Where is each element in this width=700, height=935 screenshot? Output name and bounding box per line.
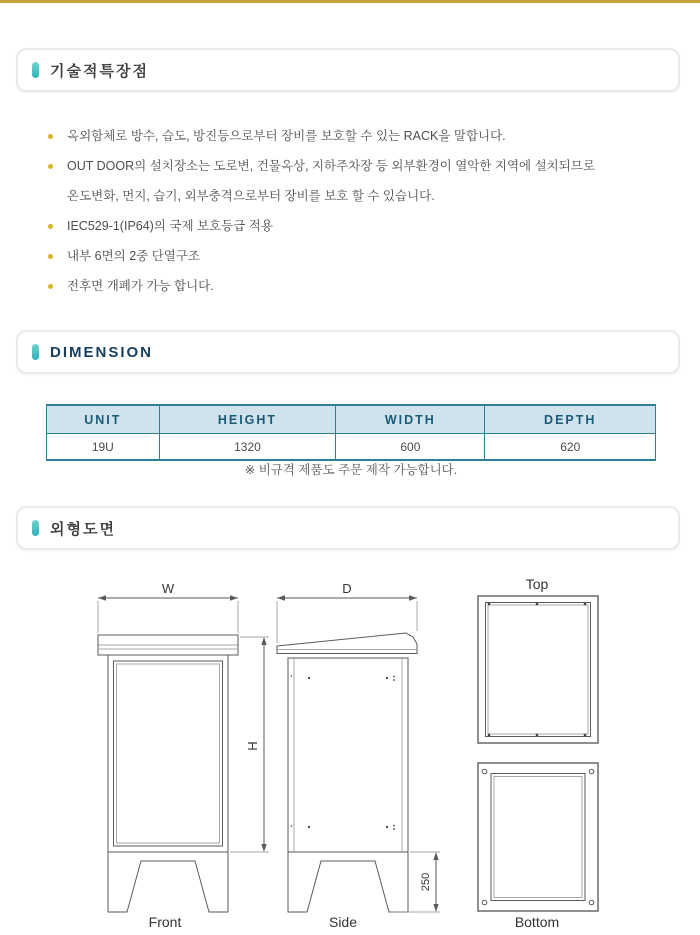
top-view-label: Top <box>525 576 549 592</box>
leg-height-dimension-label: 250 <box>420 872 432 892</box>
feature-bullet-item <box>46 151 666 211</box>
side-view-label: Side <box>328 914 358 930</box>
section-bullet-icon <box>32 520 39 536</box>
front-view-label: Front <box>148 914 182 930</box>
dimension-table-header-cell: WIDTH <box>336 405 485 434</box>
section-title-dimension: DIMENSION <box>50 343 154 361</box>
feature-bullet-text: OUT DOOR의 설치장소는 도로변, 건물옥상, 지하주차장 등 외부환경이 열악한 지역에 설치되므로 <box>67 159 595 173</box>
dimension-table-body <box>47 434 656 461</box>
section-header-features <box>16 48 680 92</box>
dimension-note: ※ 비규격 제품도 주문 제작 가능합니다. <box>244 463 458 477</box>
feature-bullet-item <box>46 211 666 241</box>
dimension-table-header-cell: HEIGHT <box>159 405 336 434</box>
top-accent-line <box>0 0 700 3</box>
section-header-drawing <box>16 506 680 550</box>
dimension-table-header-cell: UNIT <box>47 405 160 434</box>
outline-drawing <box>0 560 700 935</box>
dimension-table-cell: 620 <box>485 434 656 461</box>
feature-bullet-text: 옥외함체로 방수, 습도, 방진등으로부터 장비를 보호할 수 있는 RACK을 말합니다. <box>67 129 506 143</box>
feature-bullet-list <box>46 121 666 301</box>
dimension-table-cell: 19U <box>47 434 160 461</box>
dimension-table-header-row <box>47 405 656 434</box>
feature-bullet-text: IEC529-1(IP64)의 국제 보호등급 적용 <box>67 219 273 233</box>
dimension-table-row <box>47 434 656 461</box>
width-dimension-label: W <box>161 581 175 596</box>
depth-dimension-label: D <box>342 581 352 596</box>
top-view <box>478 576 598 743</box>
height-dimension-label: H <box>245 741 260 751</box>
dimension-table-header-cell: DEPTH <box>485 405 656 434</box>
section-title-features: 기술적특장점 <box>50 62 149 80</box>
height-dimension <box>230 637 269 852</box>
feature-bullet-item <box>46 121 666 151</box>
feature-bullet-text: 내부 6면의 2중 단열구조 <box>67 249 200 263</box>
feature-bullet-item <box>46 271 666 301</box>
section-bullet-icon <box>32 62 39 78</box>
section-header-dimension <box>16 330 680 374</box>
side-view <box>277 581 440 930</box>
section-bullet-icon <box>32 344 39 360</box>
dimension-table-cell: 1320 <box>159 434 336 461</box>
feature-bullet-item <box>46 241 666 271</box>
section-title-drawing: 외형도면 <box>50 520 116 538</box>
feature-bullet-text: 온도변화, 먼지, 습기, 외부충격으로부터 장비를 보호 할 수 있습니다. <box>67 189 435 203</box>
bottom-view <box>478 763 598 930</box>
dimension-table-cell: 600 <box>336 434 485 461</box>
feature-bullet-text: 전후면 개폐가 가능 합니다. <box>67 279 214 293</box>
dimension-table <box>46 404 656 461</box>
front-view <box>98 581 238 930</box>
bottom-view-label: Bottom <box>514 914 560 930</box>
